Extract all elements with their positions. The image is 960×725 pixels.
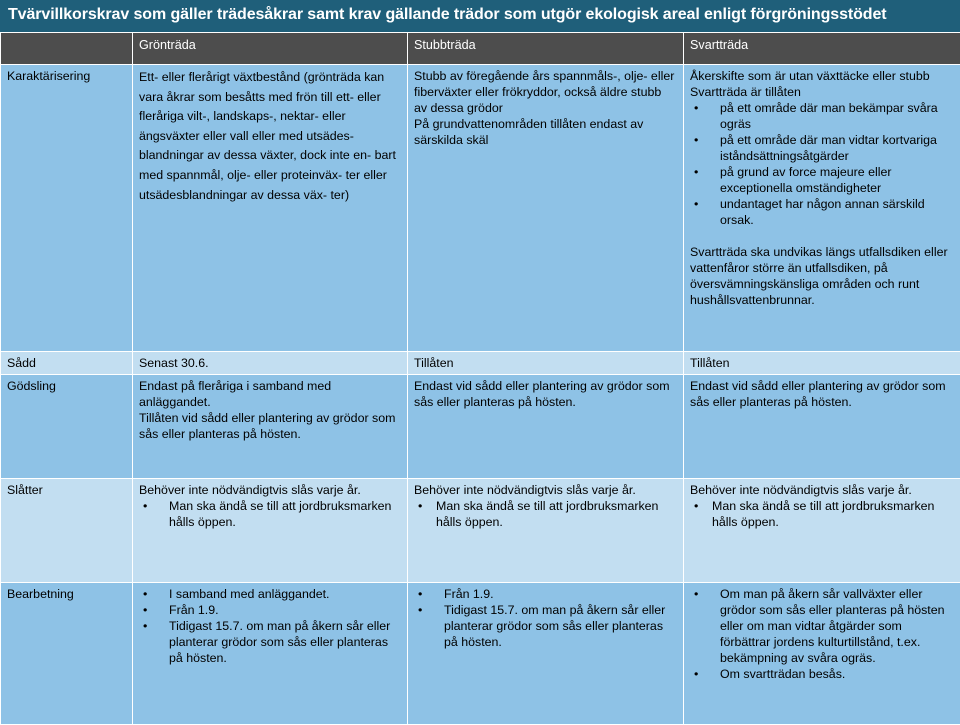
- header-cell-stubbträda: Stubbträda: [408, 33, 684, 65]
- list-item: • Man ska ändå se till att jordbruksmarken hålls öppen.: [139, 498, 401, 530]
- header-cell-svartträda: Svartträda: [684, 33, 960, 65]
- cell-godsling-gronträda: [133, 375, 408, 479]
- cell-slatter-svartträda: [684, 479, 960, 583]
- cell-bearbetning-gronträda: [133, 583, 408, 725]
- list-item: • undantaget har någon annan särskild orsak.: [690, 196, 954, 228]
- list-item: • på ett område där man bekämpar svåra ogräs: [690, 100, 954, 132]
- list-item: • Tidigast 15.7. om man på åkern sår eller planterar grödor som sås eller planteras på hösten.: [414, 602, 677, 650]
- list-item: • Tidigast 15.7. om man på åkern sår eller planterar grödor som sås eller planteras på hösten.: [139, 618, 401, 666]
- bullet-list: [414, 498, 677, 530]
- list-item: • Om svartträdan besås.: [690, 666, 954, 682]
- cell-karakterisering-gronträda: [133, 65, 408, 352]
- list-item: • Man ska ändå se till att jordbruksmarken hålls öppen.: [414, 498, 677, 530]
- list-item: • på ett område där man vidtar kortvariga iståndsättningsåtgärder: [690, 132, 954, 164]
- cell-text: Behöver inte nödvändigtvis slås varje år.: [690, 482, 954, 498]
- cell-text: Stubb av föregående års spannmåls-, olje- eller fiberväxter eller frökryddor, också äldre stubb av dessa grödor: [414, 68, 677, 116]
- cell-text: Endast på fleråriga i samband med anläggandet.: [139, 378, 401, 410]
- cell-bearbetning-svartträda: [684, 583, 960, 725]
- cell-karakterisering-svartträda: [684, 65, 960, 352]
- title-bar: [0, 0, 960, 32]
- row-label: Slåtter: [1, 479, 133, 583]
- cell-text: Ett- eller flerårigt växtbestånd (grönträda kan vara åkrar som besåtts med frön till ett- eller fleråriga vilt-, landskaps-, nektar- eller ängsväxter eller vall eller med utsädes- blandningar av dessa växter, dock inte en- bart med spannmål, olje- eller proteinväx- ter eller utsädesblandningar av dessa väx- ter): [139, 68, 401, 205]
- cell-godsling-svartträda: [684, 375, 960, 479]
- row-label: Gödsling: [1, 375, 133, 479]
- bullet-list: [139, 586, 401, 666]
- row-bearbetning: [1, 583, 960, 725]
- cell-text: Tillåten vid sådd eller plantering av grödor som sås eller planteras på hösten.: [139, 410, 401, 442]
- cell-text: Endast vid sådd eller plantering av grödor som sås eller planteras på hösten.: [414, 378, 677, 410]
- cell-sadd-gronträda: Senast 30.6.: [133, 352, 408, 375]
- cell-sadd-stubbträda: Tillåten: [408, 352, 684, 375]
- header-cell-empty: [1, 33, 133, 65]
- row-label: Sådd: [1, 352, 133, 375]
- row-godsling: [1, 375, 960, 479]
- bullet-list: [414, 586, 677, 650]
- cell-karakterisering-stubbträda: [408, 65, 684, 352]
- bullet-list: [690, 586, 954, 682]
- row-slatter: [1, 479, 960, 583]
- cell-bearbetning-stubbträda: [408, 583, 684, 725]
- cell-text: Endast vid sådd eller plantering av grödor som sås eller planteras på hösten.: [690, 378, 954, 410]
- cell-slatter-gronträda: [133, 479, 408, 583]
- cell-slatter-stubbträda: [408, 479, 684, 583]
- cell-text: Behöver inte nödvändigtvis slås varje år.: [414, 482, 677, 498]
- bullet-list: [690, 100, 954, 228]
- row-label: Bearbetning: [1, 583, 133, 725]
- list-item: • Man ska ändå se till att jordbruksmarken hålls öppen.: [690, 498, 954, 530]
- list-item: • I samband med anläggandet.: [139, 586, 401, 602]
- header-cell-gronträda: Grönträda: [133, 33, 408, 65]
- list-item: • Från 1.9.: [139, 602, 401, 618]
- bullet-list: [139, 498, 401, 530]
- row-sadd: [1, 352, 960, 375]
- cell-text: Åkerskifte som är utan växttäcke eller stubb Svartträda är tillåten: [690, 68, 954, 100]
- page-title: Tvärvillkorskrav som gäller trädesåkrar samt krav gällande trädor som utgör ekologisk areal enligt förgröningsstödet: [0, 0, 960, 24]
- cell-sadd-svartträda: Tillåten: [684, 352, 960, 375]
- requirements-table: [0, 32, 960, 725]
- list-item: • på grund av force majeure eller exceptionella omständigheter: [690, 164, 954, 196]
- cell-text: Behöver inte nödvändigtvis slås varje år.: [139, 482, 401, 498]
- cell-godsling-stubbträda: [408, 375, 684, 479]
- cell-text: På grundvattenområden tillåten endast av särskilda skäl: [414, 116, 677, 148]
- header-row: [1, 33, 960, 65]
- bullet-list: [690, 498, 954, 530]
- row-karakterisering: [1, 65, 960, 352]
- cell-text: Svartträda ska undvikas längs utfallsdiken eller vattenfåror större än utfallsdiken, på översvämningskänsliga områden och runt hushållsvattenbrunnar.: [690, 244, 954, 308]
- list-item: • Om man på åkern sår vallväxter eller grödor som sås eller planteras på hösten eller om man vidtar åtgärder som förbättrar jordens kulturtillstånd, t.ex. bekämpning av svåra ogräs.: [690, 586, 954, 666]
- list-item: • Från 1.9.: [414, 586, 677, 602]
- row-label: Karaktärisering: [1, 65, 133, 352]
